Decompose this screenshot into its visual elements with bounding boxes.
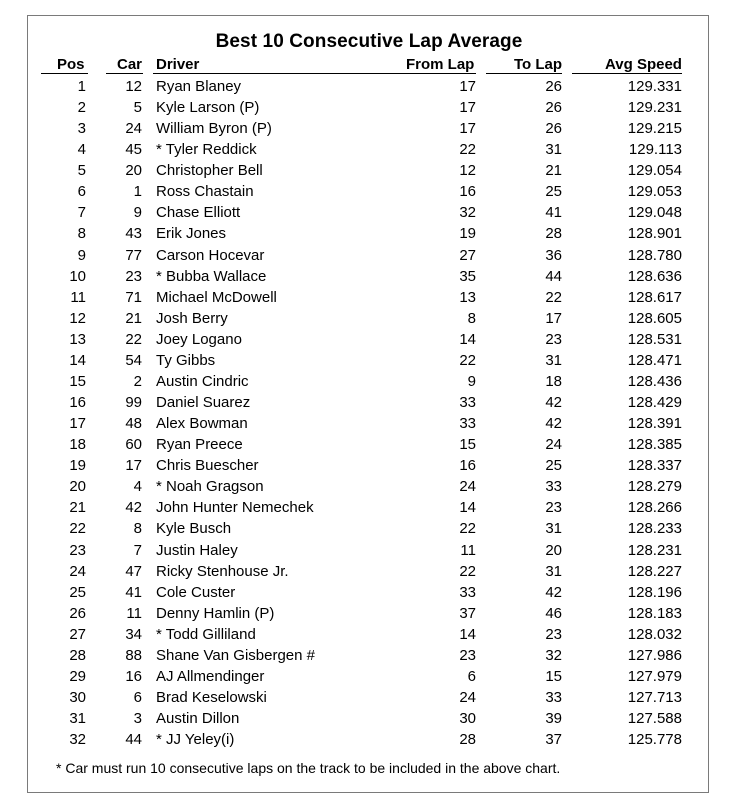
from-lap-cell: 22 bbox=[459, 520, 476, 538]
car-cell: 42 bbox=[125, 499, 142, 517]
table-row bbox=[0, 308, 738, 329]
avg-speed-cell: 129.054 bbox=[627, 162, 682, 180]
driver-cell: * Bubba Wallace bbox=[156, 267, 267, 285]
avg-speed-cell: 127.979 bbox=[627, 667, 682, 685]
avg-speed-cell: 127.986 bbox=[627, 646, 682, 664]
from-lap-cell: 12 bbox=[459, 162, 476, 180]
to-lap-cell: 42 bbox=[545, 415, 562, 433]
table-row bbox=[0, 603, 738, 624]
car-cell: 5 bbox=[133, 99, 142, 117]
pos-cell: 1 bbox=[77, 78, 86, 95]
avg-speed-cell: 129.231 bbox=[627, 99, 682, 117]
column-header-to-lap: To Lap bbox=[514, 56, 563, 73]
driver-cell: Kyle Larson (P) bbox=[156, 99, 260, 117]
from-lap-cell: 11 bbox=[460, 541, 476, 559]
pos-cell: 25 bbox=[69, 583, 86, 601]
table-row bbox=[0, 413, 738, 434]
header-underline-pos bbox=[41, 73, 88, 74]
driver-cell: Josh Berry bbox=[156, 309, 228, 327]
table-row bbox=[0, 223, 738, 244]
car-cell: 60 bbox=[125, 436, 142, 454]
to-lap-cell: 26 bbox=[545, 120, 562, 138]
to-lap-cell: 21 bbox=[545, 162, 562, 180]
avg-speed-cell: 128.391 bbox=[627, 415, 682, 433]
header-underline-avg-speed bbox=[572, 73, 682, 74]
column-header-avg-speed: Avg Speed bbox=[605, 56, 682, 73]
to-lap-cell: 26 bbox=[545, 99, 562, 117]
pos-cell: 20 bbox=[69, 478, 86, 496]
driver-cell: * Noah Gragson bbox=[156, 478, 264, 496]
avg-speed-cell: 128.429 bbox=[627, 394, 682, 412]
driver-cell: Austin Dillon bbox=[156, 710, 240, 728]
avg-speed-cell: 128.901 bbox=[627, 225, 682, 243]
table-row bbox=[0, 582, 738, 603]
car-cell: 17 bbox=[125, 457, 142, 475]
to-lap-cell: 41 bbox=[545, 204, 562, 222]
to-lap-cell: 46 bbox=[545, 604, 562, 622]
table-row bbox=[0, 687, 738, 708]
car-cell: 88 bbox=[125, 646, 142, 664]
driver-cell: AJ Allmendinger bbox=[156, 667, 265, 685]
pos-cell: 27 bbox=[69, 625, 86, 643]
from-lap-cell: 16 bbox=[459, 183, 476, 201]
car-cell: 23 bbox=[125, 267, 142, 285]
from-lap-cell: 28 bbox=[459, 731, 476, 749]
avg-speed-cell: 129.113 bbox=[628, 141, 682, 159]
pos-cell: 32 bbox=[69, 731, 86, 749]
to-lap-cell: 28 bbox=[545, 225, 562, 243]
avg-speed-cell: 128.227 bbox=[627, 562, 682, 580]
table-row bbox=[0, 350, 738, 371]
pos-cell: 16 bbox=[69, 394, 86, 412]
car-cell: 6 bbox=[133, 689, 142, 707]
to-lap-cell: 39 bbox=[545, 710, 562, 728]
driver-cell: Ty Gibbs bbox=[156, 351, 216, 369]
avg-speed-cell: 128.279 bbox=[627, 478, 682, 496]
table-row bbox=[0, 76, 738, 97]
from-lap-cell: 33 bbox=[459, 394, 476, 412]
driver-cell: Michael McDowell bbox=[156, 288, 277, 306]
to-lap-cell: 18 bbox=[545, 372, 562, 390]
driver-cell: Daniel Suarez bbox=[156, 394, 251, 412]
from-lap-cell: 16 bbox=[459, 457, 476, 475]
to-lap-cell: 31 bbox=[545, 520, 562, 538]
driver-cell: Justin Haley bbox=[156, 541, 238, 559]
car-cell: 12 bbox=[125, 78, 142, 95]
avg-speed-cell: 128.231 bbox=[627, 541, 682, 559]
avg-speed-cell: 129.331 bbox=[627, 78, 682, 95]
pos-cell: 19 bbox=[69, 457, 86, 475]
from-lap-cell: 15 bbox=[459, 436, 476, 454]
table-row bbox=[0, 266, 738, 287]
to-lap-cell: 31 bbox=[545, 562, 562, 580]
avg-speed-cell: 128.196 bbox=[627, 583, 682, 601]
from-lap-cell: 14 bbox=[459, 499, 476, 517]
from-lap-cell: 24 bbox=[459, 689, 476, 707]
car-cell: 8 bbox=[133, 520, 142, 538]
from-lap-cell: 17 bbox=[459, 78, 476, 95]
table-row bbox=[0, 97, 738, 118]
car-cell: 41 bbox=[125, 583, 142, 601]
to-lap-cell: 31 bbox=[545, 141, 562, 159]
to-lap-cell: 26 bbox=[545, 78, 562, 95]
avg-speed-cell: 128.617 bbox=[627, 288, 682, 306]
avg-speed-cell: 128.605 bbox=[627, 309, 682, 327]
pos-cell: 30 bbox=[69, 689, 86, 707]
avg-speed-cell: 128.436 bbox=[627, 372, 682, 390]
to-lap-cell: 31 bbox=[545, 351, 562, 369]
pos-cell: 2 bbox=[77, 99, 86, 117]
to-lap-cell: 32 bbox=[545, 646, 562, 664]
car-cell: 43 bbox=[125, 225, 142, 243]
to-lap-cell: 23 bbox=[545, 499, 562, 517]
pos-cell: 18 bbox=[69, 436, 86, 454]
car-cell: 47 bbox=[125, 562, 142, 580]
to-lap-cell: 24 bbox=[545, 436, 562, 454]
from-lap-cell: 24 bbox=[459, 478, 476, 496]
table-row bbox=[0, 561, 738, 582]
table-row bbox=[0, 434, 738, 455]
from-lap-cell: 19 bbox=[459, 225, 476, 243]
car-cell: 7 bbox=[133, 541, 142, 559]
avg-speed-cell: 128.233 bbox=[627, 520, 682, 538]
avg-speed-cell: 129.215 bbox=[627, 120, 682, 138]
driver-cell: Ryan Preece bbox=[156, 436, 243, 454]
to-lap-cell: 44 bbox=[545, 267, 562, 285]
table-row bbox=[0, 497, 738, 518]
driver-cell: Shane Van Gisbergen # bbox=[156, 646, 316, 664]
pos-cell: 17 bbox=[69, 415, 86, 433]
driver-cell: William Byron (P) bbox=[156, 120, 272, 138]
to-lap-cell: 25 bbox=[545, 183, 562, 201]
from-lap-cell: 37 bbox=[459, 604, 476, 622]
to-lap-cell: 33 bbox=[545, 689, 562, 707]
avg-speed-cell: 128.780 bbox=[627, 246, 682, 264]
pos-cell: 26 bbox=[69, 604, 86, 622]
from-lap-cell: 17 bbox=[459, 120, 476, 138]
car-cell: 77 bbox=[125, 246, 142, 264]
header-underline-to-lap bbox=[486, 73, 562, 74]
driver-cell: Chase Elliott bbox=[156, 204, 241, 222]
to-lap-cell: 23 bbox=[545, 625, 562, 643]
car-cell: 11 bbox=[126, 604, 142, 622]
driver-cell: Ryan Blaney bbox=[156, 78, 242, 95]
from-lap-cell: 27 bbox=[459, 246, 476, 264]
column-header-car: Car bbox=[117, 56, 143, 73]
car-cell: 20 bbox=[125, 162, 142, 180]
from-lap-cell: 33 bbox=[459, 583, 476, 601]
driver-cell: Joey Logano bbox=[156, 330, 242, 348]
pos-cell: 10 bbox=[69, 267, 86, 285]
driver-cell: Ricky Stenhouse Jr. bbox=[156, 562, 289, 580]
table-row bbox=[0, 708, 738, 729]
from-lap-cell: 13 bbox=[459, 288, 476, 306]
pos-cell: 12 bbox=[69, 309, 86, 327]
page-title: Best 10 Consecutive Lap Average bbox=[215, 31, 523, 52]
avg-speed-cell: 128.471 bbox=[627, 351, 682, 369]
car-cell: 22 bbox=[125, 330, 142, 348]
pos-cell: 4 bbox=[77, 141, 86, 159]
pos-cell: 21 bbox=[69, 499, 86, 517]
column-header-driver: Driver bbox=[156, 56, 200, 73]
from-lap-cell: 9 bbox=[467, 372, 476, 390]
pos-cell: 11 bbox=[70, 288, 86, 306]
driver-cell: Erik Jones bbox=[156, 225, 227, 243]
driver-cell: Cole Custer bbox=[156, 583, 236, 601]
pos-cell: 28 bbox=[69, 646, 86, 664]
from-lap-cell: 23 bbox=[459, 646, 476, 664]
avg-speed-cell: 125.778 bbox=[627, 731, 682, 749]
column-header-from-lap: From Lap bbox=[406, 56, 475, 73]
car-cell: 9 bbox=[133, 204, 142, 222]
table-row bbox=[0, 476, 738, 497]
table-row bbox=[0, 666, 738, 687]
to-lap-cell: 17 bbox=[545, 309, 562, 327]
driver-cell: * Todd Gilliland bbox=[156, 625, 256, 643]
driver-cell: * JJ Yeley(i) bbox=[156, 731, 235, 749]
table-row bbox=[0, 118, 738, 139]
from-lap-cell: 17 bbox=[459, 99, 476, 117]
pos-cell: 5 bbox=[77, 162, 86, 180]
pos-cell: 22 bbox=[69, 520, 86, 538]
driver-cell: Chris Buescher bbox=[156, 457, 259, 475]
car-cell: 99 bbox=[125, 394, 142, 412]
table-row bbox=[0, 329, 738, 350]
pos-cell: 6 bbox=[77, 183, 86, 201]
car-cell: 1 bbox=[133, 183, 142, 201]
car-cell: 3 bbox=[133, 710, 142, 728]
avg-speed-cell: 128.636 bbox=[627, 267, 682, 285]
table-row bbox=[0, 645, 738, 666]
table-row bbox=[0, 287, 738, 308]
avg-speed-cell: 128.531 bbox=[627, 330, 682, 348]
car-cell: 16 bbox=[125, 667, 142, 685]
table-row bbox=[0, 624, 738, 645]
driver-cell: Denny Hamlin (P) bbox=[156, 604, 275, 622]
from-lap-cell: 22 bbox=[459, 141, 476, 159]
pos-cell: 3 bbox=[77, 120, 86, 138]
avg-speed-cell: 129.048 bbox=[627, 204, 682, 222]
pos-cell: 31 bbox=[69, 710, 86, 728]
pos-cell: 24 bbox=[69, 562, 86, 580]
driver-cell: Ross Chastain bbox=[156, 183, 254, 201]
from-lap-cell: 22 bbox=[459, 562, 476, 580]
avg-speed-cell: 129.053 bbox=[627, 183, 682, 201]
table-row bbox=[0, 392, 738, 413]
to-lap-cell: 25 bbox=[545, 457, 562, 475]
table-row bbox=[0, 245, 738, 266]
driver-cell: Kyle Busch bbox=[156, 520, 232, 538]
avg-speed-cell: 128.385 bbox=[627, 436, 682, 454]
pos-cell: 8 bbox=[77, 225, 86, 243]
car-cell: 24 bbox=[125, 120, 142, 138]
table-row bbox=[0, 160, 738, 181]
car-cell: 71 bbox=[125, 288, 142, 306]
to-lap-cell: 42 bbox=[545, 583, 562, 601]
driver-cell: Alex Bowman bbox=[156, 415, 248, 433]
to-lap-cell: 42 bbox=[545, 394, 562, 412]
from-lap-cell: 14 bbox=[459, 330, 476, 348]
table-row bbox=[0, 455, 738, 476]
car-cell: 21 bbox=[125, 309, 142, 327]
to-lap-cell: 22 bbox=[545, 288, 562, 306]
pos-cell: 14 bbox=[69, 351, 86, 369]
table-row bbox=[0, 181, 738, 202]
table-row bbox=[0, 139, 738, 160]
pos-cell: 13 bbox=[69, 330, 86, 348]
pos-cell: 9 bbox=[77, 246, 86, 264]
from-lap-cell: 6 bbox=[467, 667, 476, 685]
pos-cell: 15 bbox=[69, 372, 86, 390]
pos-cell: 23 bbox=[69, 541, 86, 559]
to-lap-cell: 36 bbox=[545, 246, 562, 264]
driver-cell: John Hunter Nemechek bbox=[156, 499, 314, 517]
to-lap-cell: 37 bbox=[545, 731, 562, 749]
to-lap-cell: 15 bbox=[545, 667, 562, 685]
driver-cell: Carson Hocevar bbox=[156, 246, 265, 264]
avg-speed-cell: 127.588 bbox=[627, 710, 682, 728]
avg-speed-cell: 127.713 bbox=[627, 689, 682, 707]
footnote: * Car must run 10 consecutive laps on the track to be included in the above chart. bbox=[56, 760, 561, 776]
to-lap-cell: 20 bbox=[545, 541, 562, 559]
table-row bbox=[0, 729, 738, 750]
car-cell: 44 bbox=[125, 731, 142, 749]
car-cell: 4 bbox=[133, 478, 142, 496]
pos-cell: 29 bbox=[69, 667, 86, 685]
from-lap-cell: 35 bbox=[459, 267, 476, 285]
from-lap-cell: 14 bbox=[459, 625, 476, 643]
to-lap-cell: 23 bbox=[545, 330, 562, 348]
driver-cell: Christopher Bell bbox=[156, 162, 263, 180]
car-cell: 34 bbox=[125, 625, 142, 643]
car-cell: 48 bbox=[125, 415, 142, 433]
table-row bbox=[0, 518, 738, 539]
header-underline-driver bbox=[153, 73, 476, 74]
header-underline-car bbox=[106, 73, 143, 74]
car-cell: 54 bbox=[125, 351, 142, 369]
table-row bbox=[0, 202, 738, 223]
from-lap-cell: 33 bbox=[459, 415, 476, 433]
avg-speed-cell: 128.266 bbox=[627, 499, 682, 517]
from-lap-cell: 22 bbox=[459, 351, 476, 369]
driver-cell: Brad Keselowski bbox=[156, 689, 267, 707]
to-lap-cell: 33 bbox=[545, 478, 562, 496]
driver-cell: Austin Cindric bbox=[156, 372, 249, 390]
car-cell: 45 bbox=[125, 141, 142, 159]
driver-cell: * Tyler Reddick bbox=[156, 141, 257, 159]
table-row bbox=[0, 540, 738, 561]
pos-cell: 7 bbox=[77, 204, 86, 222]
avg-speed-cell: 128.337 bbox=[627, 457, 682, 475]
from-lap-cell: 8 bbox=[467, 309, 476, 327]
avg-speed-cell: 128.032 bbox=[627, 625, 682, 643]
table-row bbox=[0, 371, 738, 392]
column-header-pos: Pos bbox=[57, 56, 85, 73]
car-cell: 2 bbox=[133, 372, 142, 390]
avg-speed-cell: 128.183 bbox=[627, 604, 682, 622]
from-lap-cell: 32 bbox=[459, 204, 476, 222]
from-lap-cell: 30 bbox=[459, 710, 476, 728]
